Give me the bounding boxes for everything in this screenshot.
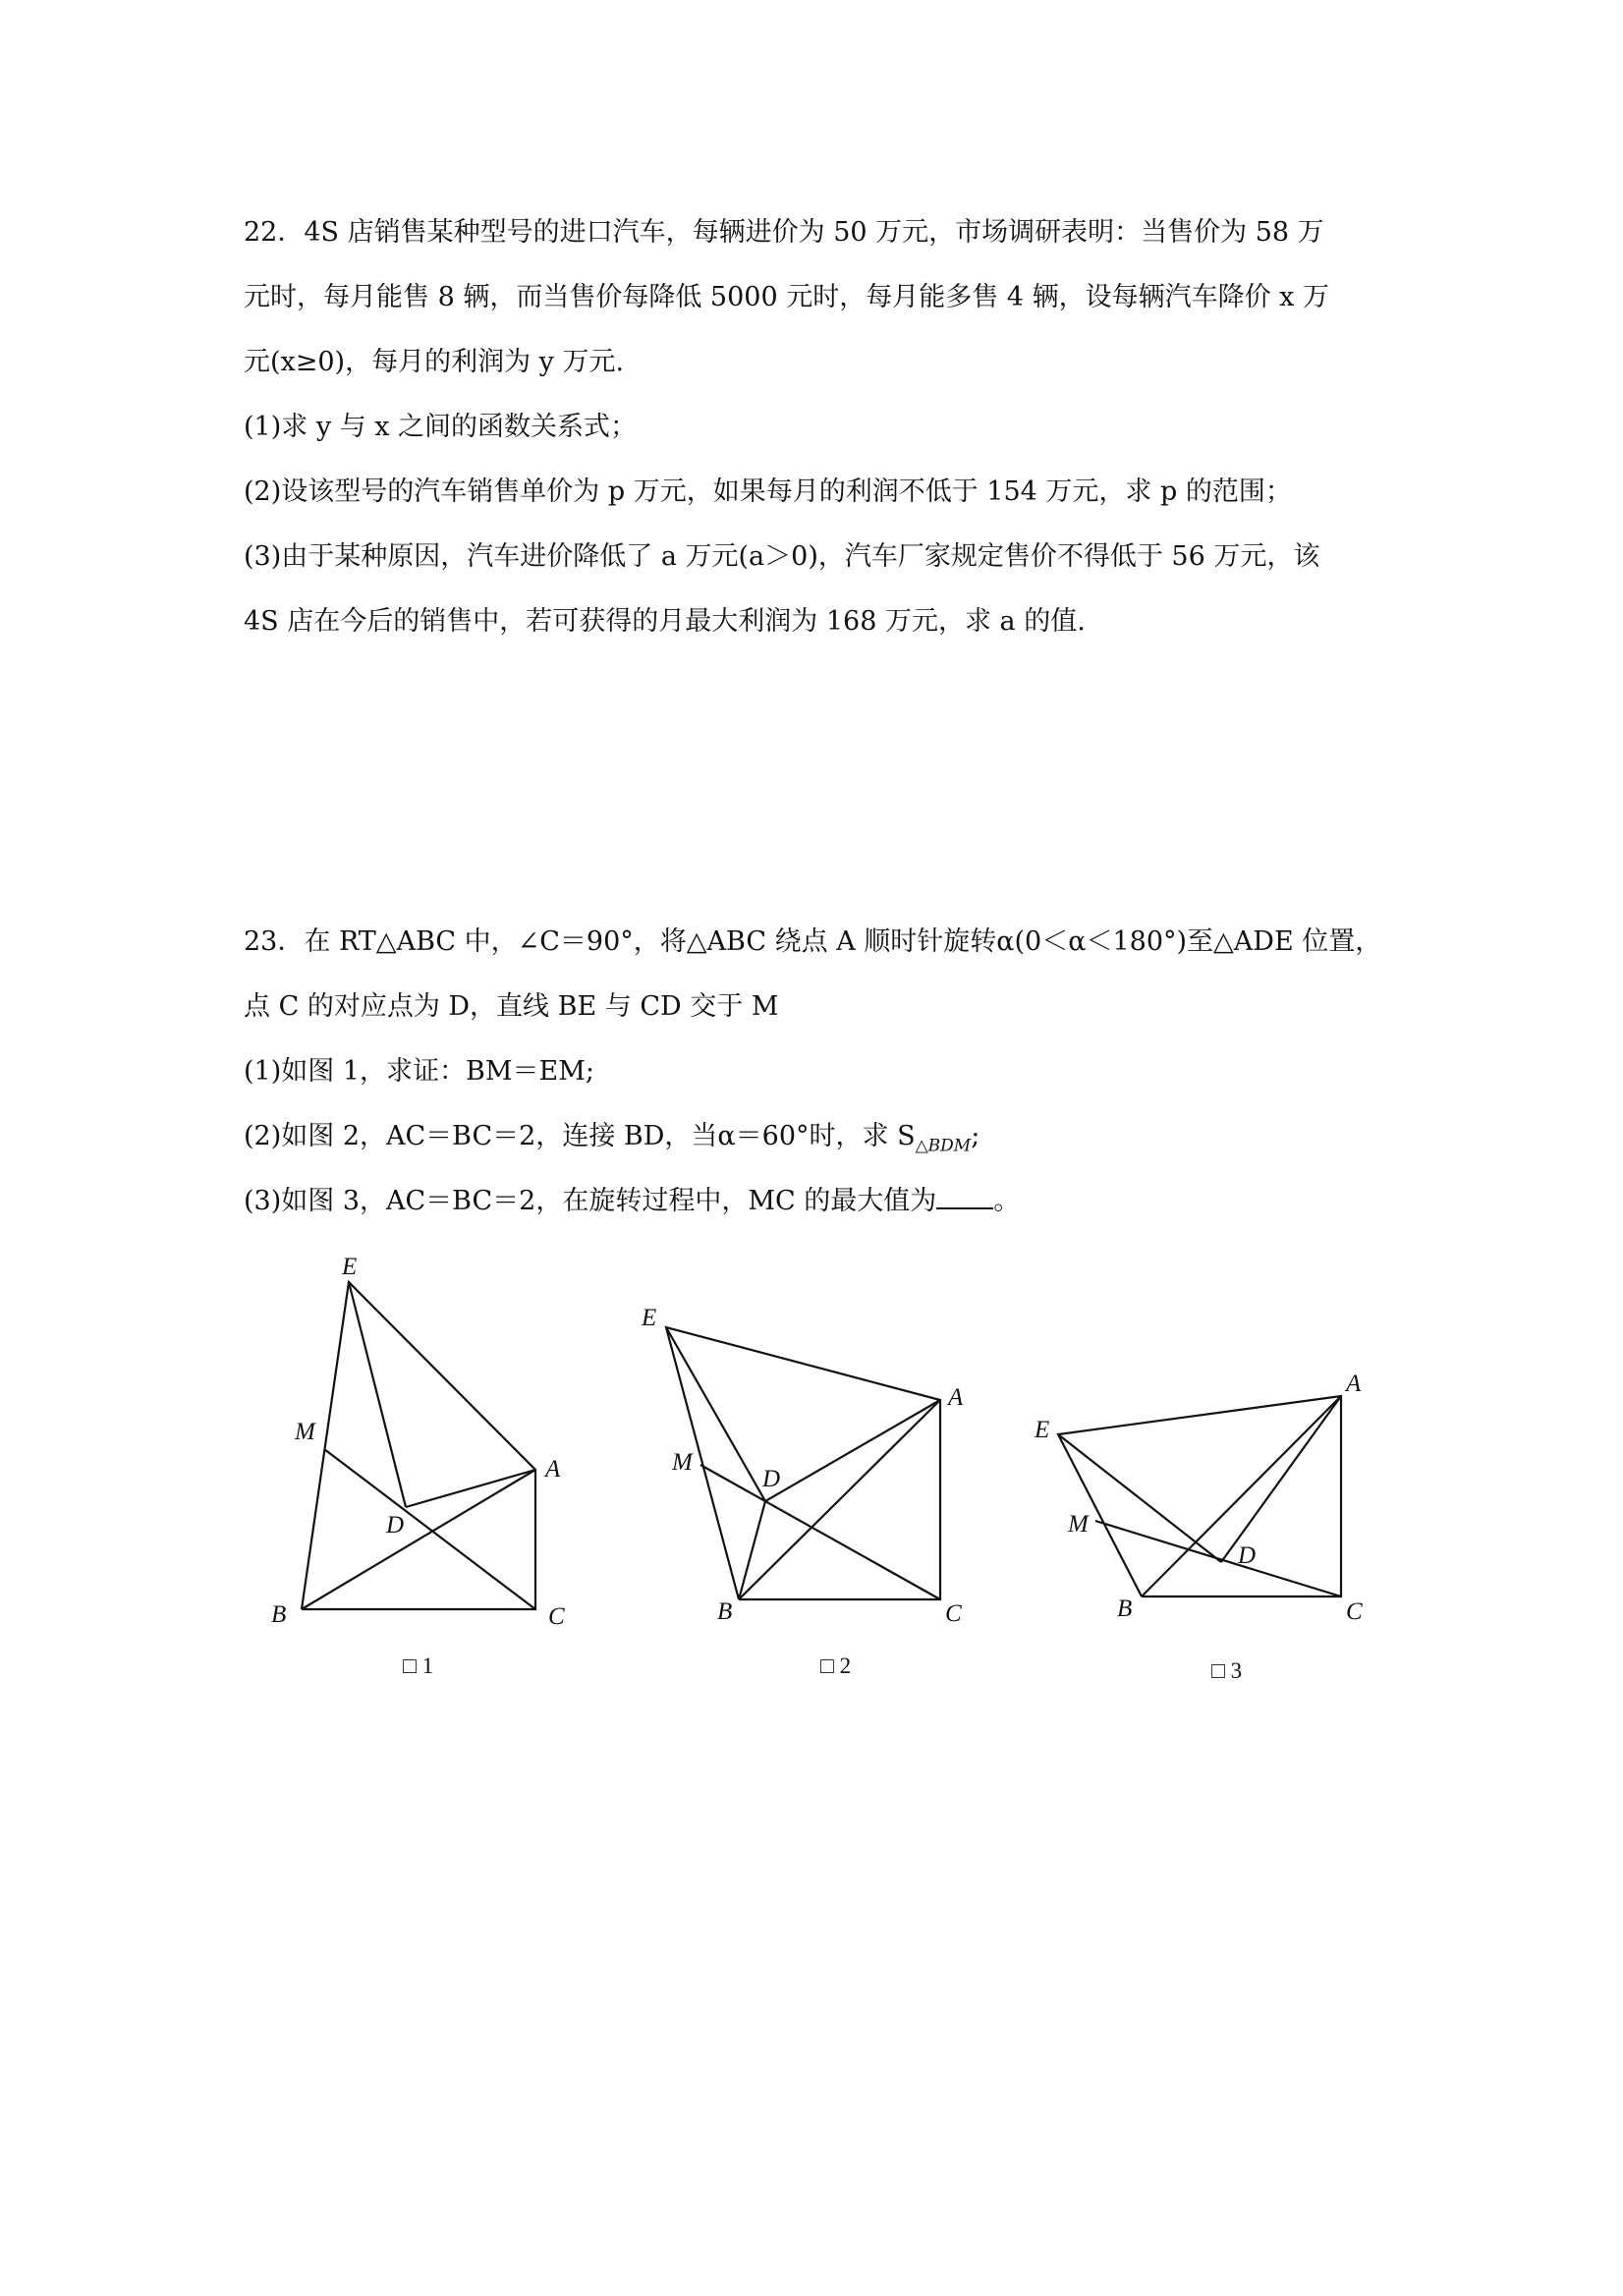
q22-part1: (1)求 y 与 x 之间的函数关系式； — [244, 412, 638, 442]
fig1-label-M: M — [295, 1419, 315, 1445]
q22-part3-line2: 4S 店在今后的销售中，若可获得的月最大利润为 168 万元，求 a 的值. — [244, 606, 1086, 637]
fig2-edge-MC — [700, 1465, 940, 1599]
q23-part2-subscript: △BDM — [915, 1136, 972, 1156]
figure-1 — [271, 1254, 565, 1678]
fig1-label-D: D — [386, 1512, 405, 1539]
q22-line2: 元时，每月能售 8 辆，而当售价每降低 5000 元时，每月能多售 4 辆，设每辆汽车降价 x 万 — [244, 282, 1329, 312]
q23-part3-end: 。 — [993, 1186, 1021, 1216]
q23-line1: 23．在 RT△ABC 中，∠C＝90°，将△ABC 绕点 A 顺时针旋转α(0＜α＜180°)至△ADE 位置， — [244, 926, 1382, 957]
fig2-label-C: C — [945, 1600, 962, 1627]
fig3-label-B: B — [1117, 1596, 1133, 1622]
fig2-label-D: D — [762, 1466, 781, 1492]
fig1-label-B: B — [271, 1601, 287, 1628]
fig2-label-M: M — [672, 1449, 693, 1476]
fig2-label-B: B — [717, 1598, 733, 1625]
fig3-label-D: D — [1238, 1542, 1257, 1569]
fig3-label-C: C — [1346, 1598, 1363, 1625]
figures — [0, 1238, 1623, 1788]
figure-3 — [1034, 1371, 1363, 1683]
fig3-caption: □ 3 — [1211, 1658, 1243, 1683]
figure-2 — [641, 1305, 964, 1678]
q23-part2 — [244, 1104, 1403, 1178]
q22-part2: (2)设该型号的汽车销售单价为 p 万元，如果每月的利润不低于 154 万元，求 p 的范围； — [244, 476, 1292, 507]
fig2-edge-BD — [739, 1501, 765, 1599]
q23-part1: (1)如图 1，求证：BM＝EM; — [244, 1056, 594, 1087]
q22-line1: 22．4S 店销售某种型号的进口汽车，每辆进价为 50 万元，市场调研表明：当售价为 58 万 — [244, 217, 1324, 248]
fig3-edge-ED — [1058, 1434, 1221, 1562]
fig2-caption: □ 2 — [820, 1653, 852, 1678]
fig3-edge-MC — [1095, 1521, 1341, 1596]
q23-part2-text: (2)如图 2，AC＝BC＝2，连接 BD，当α＝60°时，求 S — [244, 1121, 916, 1151]
fig1-label-E: E — [342, 1254, 358, 1280]
fig3-edge-DA — [1221, 1396, 1341, 1562]
fig3-label-M: M — [1068, 1511, 1089, 1538]
fig3-edge-B-E-A-C-B — [1058, 1396, 1341, 1596]
fig2-label-A: A — [948, 1384, 964, 1411]
q22-part3-line1: (3)由于某种原因，汽车进价降低了 a 万元(a＞0)，汽车厂家规定售价不得低于 56 万元，该 — [244, 541, 1320, 572]
q23-line2: 点 C 的对应点为 D，直线 BE 与 CD 交于 M — [244, 991, 779, 1022]
q23-part3-text: (3)如图 3，AC＝BC＝2，在旋转过程中，MC 的最大值为 — [244, 1186, 937, 1216]
fig1-edge-MC — [324, 1449, 535, 1609]
fig2-edge-B-E-A-C-B — [666, 1327, 940, 1599]
q23-part3 — [244, 1169, 1403, 1234]
fig1-edge-DA — [406, 1470, 535, 1507]
fig1-label-A: A — [545, 1456, 561, 1483]
fig1-caption: □ 1 — [403, 1653, 434, 1678]
answer-blank — [936, 1186, 993, 1209]
fig3-label-A: A — [1346, 1371, 1362, 1397]
fig1-edge-BE-A-C-B — [302, 1282, 535, 1609]
q22-line3: 元(x≥0)，每月的利润为 y 万元. — [244, 347, 625, 377]
fig3-label-E: E — [1035, 1417, 1050, 1443]
q23-part2-end: ; — [971, 1121, 980, 1151]
fig1-label-C: C — [548, 1603, 565, 1630]
fig1-edge-BA — [302, 1470, 535, 1609]
fig2-label-E: E — [642, 1305, 657, 1331]
